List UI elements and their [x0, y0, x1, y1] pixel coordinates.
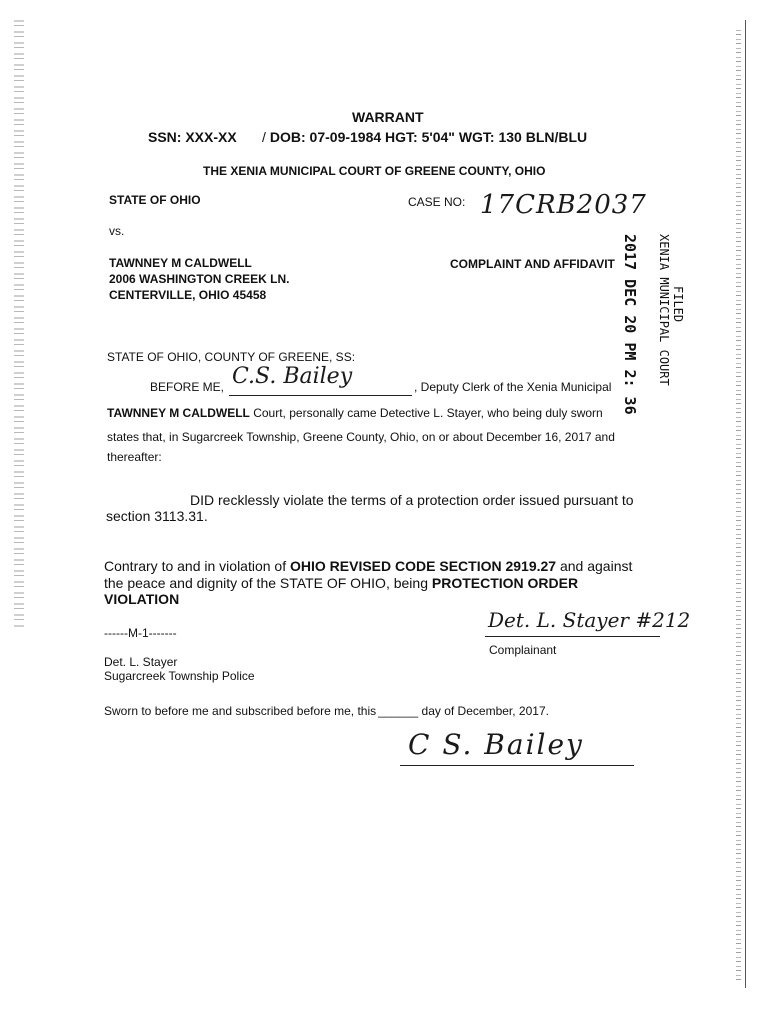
defendant-name: TAWNNEY M CALDWELL	[109, 256, 252, 270]
complainant-signature: Det. L. Stayer #212	[488, 608, 691, 632]
offense-name: PROTECTION ORDER	[431, 575, 579, 591]
filed-stamp-court: XENIA MUNICIPAL COURT	[657, 234, 671, 386]
statute-code: OHIO REVISED CODE SECTION 2919.27	[290, 558, 557, 574]
versus: vs.	[109, 224, 125, 238]
county-line: STATE OF OHIO, COUNTY OF GREENE, SS:	[107, 350, 356, 364]
ssn-field: SSN: XXX-XX	[148, 129, 237, 145]
clerk-title: , Deputy Clerk of the Xenia Municipal	[414, 380, 612, 394]
document-title: WARRANT	[352, 109, 424, 125]
offense-name-continued: VIOLATION	[104, 591, 180, 607]
sworn-text: Sworn to before me and subscribed before me, this	[104, 704, 377, 718]
before-me-label: BEFORE ME,	[150, 380, 225, 394]
complainant-signature-line	[485, 636, 660, 637]
document-type: COMPLAINT AND AFFIDAVIT	[450, 257, 615, 271]
clerk-signature: C.S. Bailey	[232, 364, 353, 389]
filed-stamp-date: 2017 DEC 20 PM 2: 36	[621, 234, 639, 415]
scan-edge-left	[14, 20, 24, 630]
sworn-date: day of December, 2017.	[418, 704, 549, 718]
scan-border-right	[745, 20, 746, 988]
filed-stamp-label: FILED	[671, 286, 685, 323]
plaintiff: STATE OF OHIO	[109, 193, 201, 207]
charge-line-2: section 3113.31.	[106, 508, 208, 524]
statute-text: Contrary to and in violation of	[104, 558, 290, 574]
sworn-day-blank: ______	[378, 704, 419, 718]
officer-agency: Sugarcreek Township Police	[104, 669, 255, 683]
identifiers-line: / DOB: 07-09-1984 HGT: 5'04" WGT: 130 BLN/BLU	[262, 129, 588, 145]
defendant-city: CENTERVILLE, OHIO 45458	[109, 288, 267, 302]
case-number-handwritten: 17CRB2037	[480, 190, 647, 220]
clerk-signature-line	[229, 395, 412, 396]
defendant-name-inline: TAWNNEY M CALDWELL	[107, 406, 250, 420]
notary-signature: C S. Bailey	[408, 728, 584, 761]
identifiers-text: DOB: 07-09-1984 HGT: 5'04" WGT: 130 BLN/BLU	[269, 129, 588, 145]
scan-edge-right	[736, 30, 741, 980]
peace-line	[104, 575, 578, 591]
statute-line	[104, 558, 632, 574]
location-line: states that, in Sugarcreek Township, Greene County, Ohio, on or about December 16, 2017 and	[107, 430, 615, 444]
page-marker: ------M-1-------	[104, 626, 177, 640]
notary-signature-line	[400, 765, 634, 766]
thereafter-line: thereafter:	[107, 450, 162, 464]
court-name: THE XENIA MUNICIPAL COURT OF GREENE COUNTY, OHIO	[203, 164, 546, 178]
complainant-label: Complainant	[489, 643, 557, 657]
charge-line-1: DID recklessly violate the terms of a protection order issued pursuant to	[190, 492, 634, 508]
officer-name: Det. L. Stayer	[104, 655, 178, 669]
case-no-label: CASE NO:	[408, 195, 466, 209]
peace-text: the peace and dignity of the STATE OF OHIO, being	[104, 575, 432, 591]
sworn-statement-line	[107, 406, 603, 420]
defendant-street: 2006 WASHINGTON CREEK LN.	[109, 272, 290, 286]
statute-tail: and against	[556, 558, 633, 574]
sworn-statement-text: Court, personally came Detective L. Stayer, who being duly sworn	[249, 406, 603, 420]
sworn-line	[104, 704, 549, 718]
